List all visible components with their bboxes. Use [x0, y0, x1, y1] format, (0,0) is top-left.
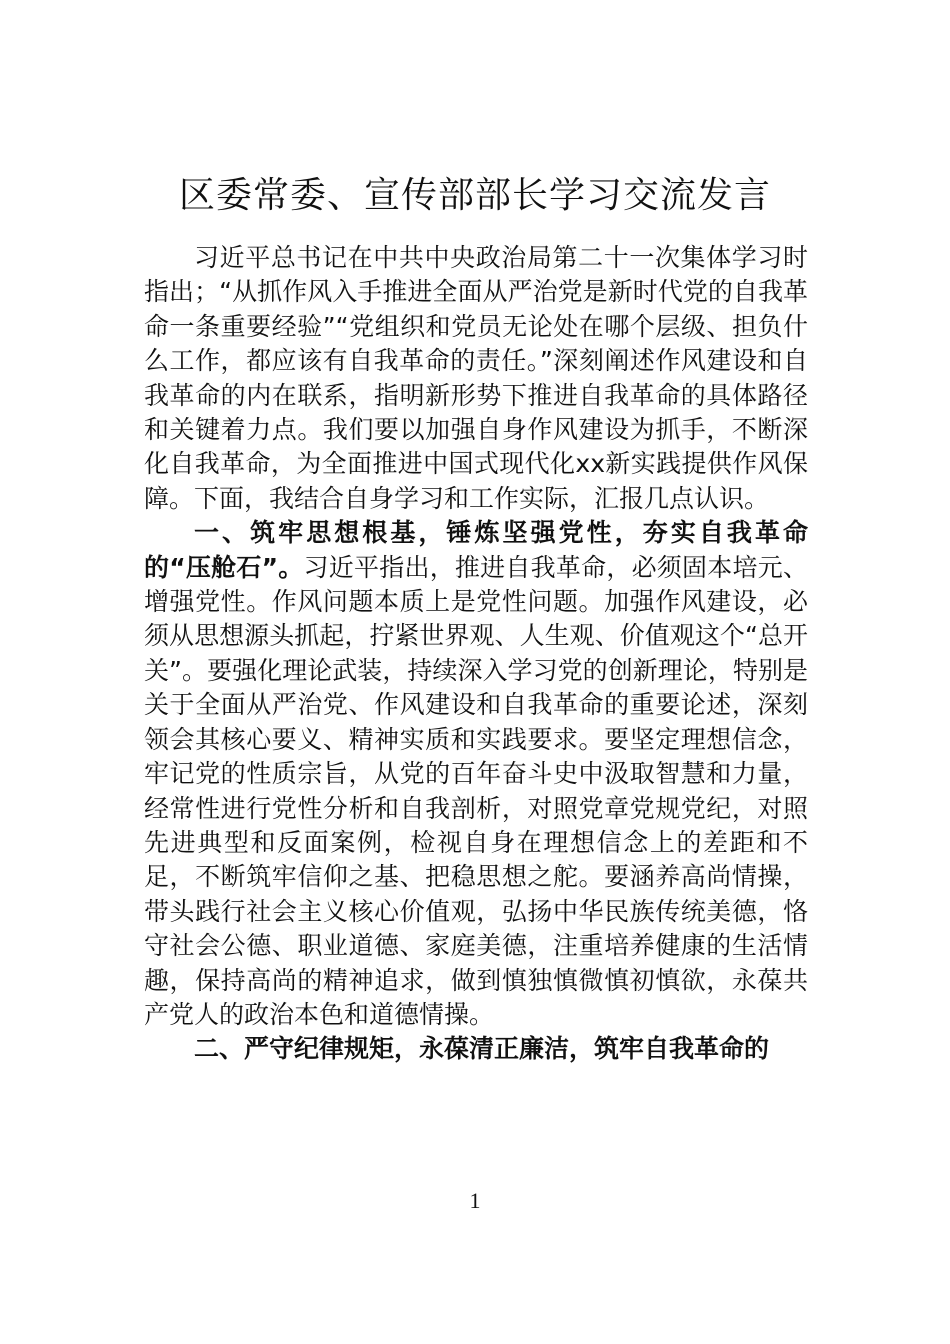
intro-paragraph-text: 习近平总书记在中共中央政治局第二十一次集体学习时指出；“从抓作风入手推进全面从严治党是新时代党的自我革命一条重要经验”“党组织和党员无论处在哪个层级、担负什么工作，都应该有自我革命的责任。”深刻阐述作风建设和自我革命的内在联系，指明新形势下推进自我革命的具体路径和关键着力点。我们要以加强自身作风建设为抓手，不断深化自我革命，为全面推进中国式现代化xx新实践提供作风保障。下面，我结合自身学习和工作实际，汇报几点认识。 — [144, 243, 808, 513]
section-one-heading: 一、筑牢思想根基，锤炼坚强党性，夯实自我革命的“压舱石”。 — [144, 518, 808, 582]
document-title: 区委常委、宣传部部长学习交流发言 — [178, 175, 771, 216]
section-one-text: 习近平指出，推进自我革命，必须固本培元、增强党性。作风问题本质上是党性问题。加强作风建设，必须从思想源头抓起，拧紧世界观、人生观、价值观这个“总开关”。要强化理论武装，持续深入学习党的创新理论，特别是关于全面从严治党、作风建设和自我革命的重要论述，深刻领会其核心要义、精神实质和实践要求。要坚定理想信念，牢记党的性质宗旨，从党的百年奋斗史中汲取智慧和力量，经常性进行党性分析和自我剖析，对照党章党规党纪，对照先进典型和反面案例，检视自身在理想信念上的差距和不足，不断筑牢信仰之基、把稳思想之舵。要涵养高尚情操，带头践行社会主义核心价值观，弘扬中华民族传统美德，恪守社会公德、职业道德、家庭美德，注重培养健康的生活情趣，保持高尚的精神追求，做到慎独慎微慎初慎欲，永葆共产党人的政治本色和道德情操。 — [144, 552, 808, 1029]
section-two-heading: 二、严守纪律规矩，永葆清正廉洁，筑牢自我革命的 — [194, 1034, 770, 1064]
section-two-paragraph — [144, 1032, 808, 1066]
document-body — [144, 241, 808, 1067]
section-one-paragraph — [144, 516, 808, 1032]
page-number: 1 — [469, 1188, 481, 1213]
intro-paragraph — [144, 241, 808, 516]
